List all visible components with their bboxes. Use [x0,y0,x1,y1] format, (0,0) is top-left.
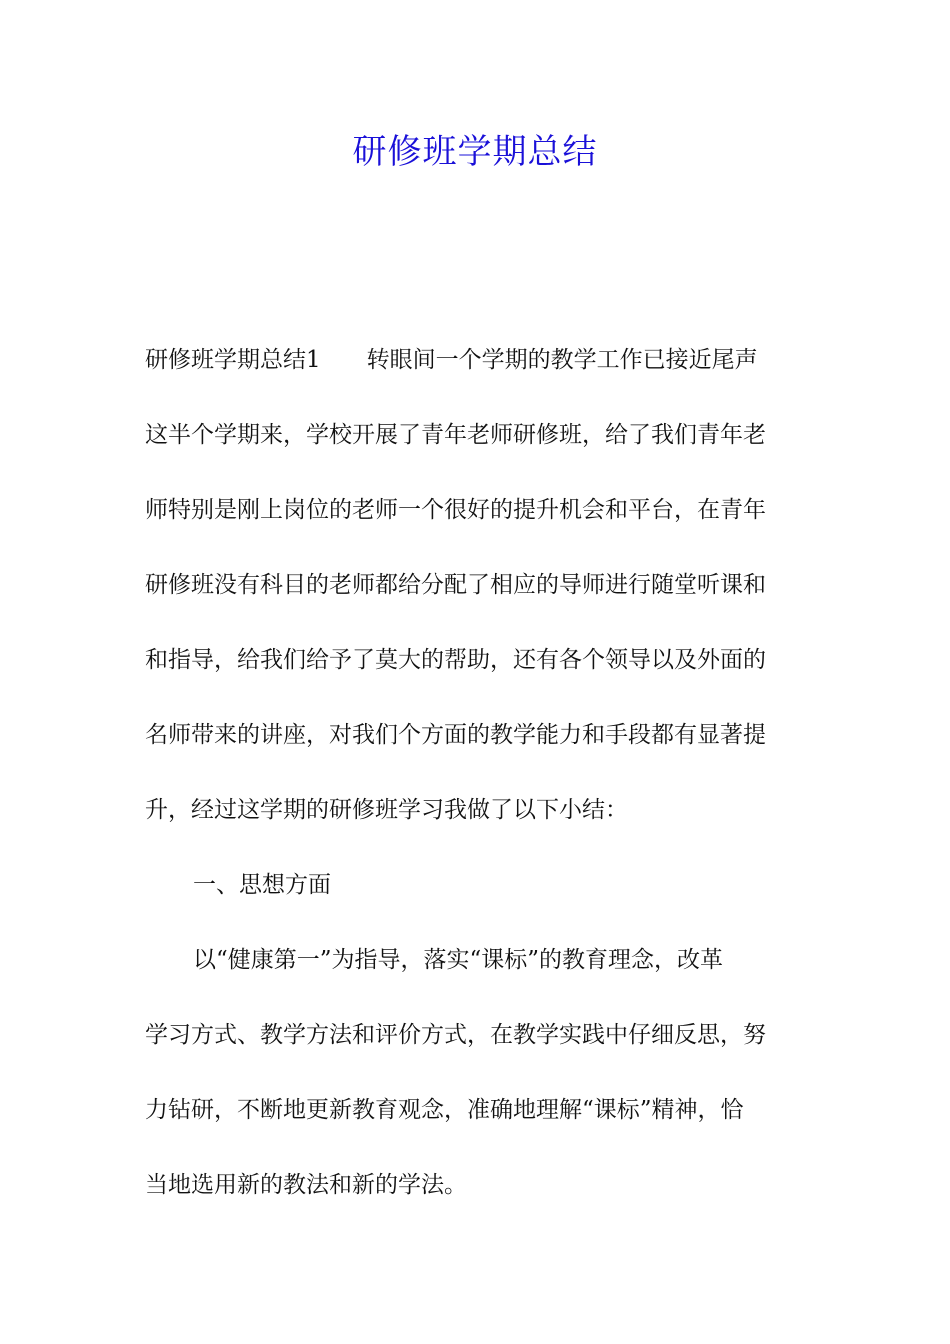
body-line: 力钻研，不断地更新教育观念，准确地理解“课标”精神，恰 [145,1097,744,1123]
body-line: 学习方式、教学方法和评价方式，在教学实践中仔细反思，努 [145,1022,766,1048]
section-heading: 一、思想方面 [193,872,331,898]
body-line: 这半个学期来，学校开展了青年老师研修班，给了我们青年老 [145,422,766,448]
document-title: 研修班学期总结 [352,132,598,172]
body-line: 师特别是刚上岗位的老师一个很好的提升机会和平台，在青年 [145,497,766,523]
body-line: 研修班没有科目的老师都给分配了相应的导师进行随堂听课和 [145,572,766,598]
body-line: 以“健康第一”为指导，落实“课标”的教育理念，改革 [193,947,724,973]
body-line: 当地选用新的教法和新的学法。 [145,1172,467,1198]
document-body [145,334,807,1234]
body-line: 研修班学期总结1 转眼间一个学期的教学工作已接近尾声 [145,347,758,373]
body-line: 和指导，给我们给予了莫大的帮助，还有各个领导以及外面的 [145,647,766,673]
body-line: 升，经过这学期的研修班学习我做了以下小结： [145,797,628,823]
body-line: 名师带来的讲座，对我们个方面的教学能力和手段都有显著提 [145,722,766,748]
